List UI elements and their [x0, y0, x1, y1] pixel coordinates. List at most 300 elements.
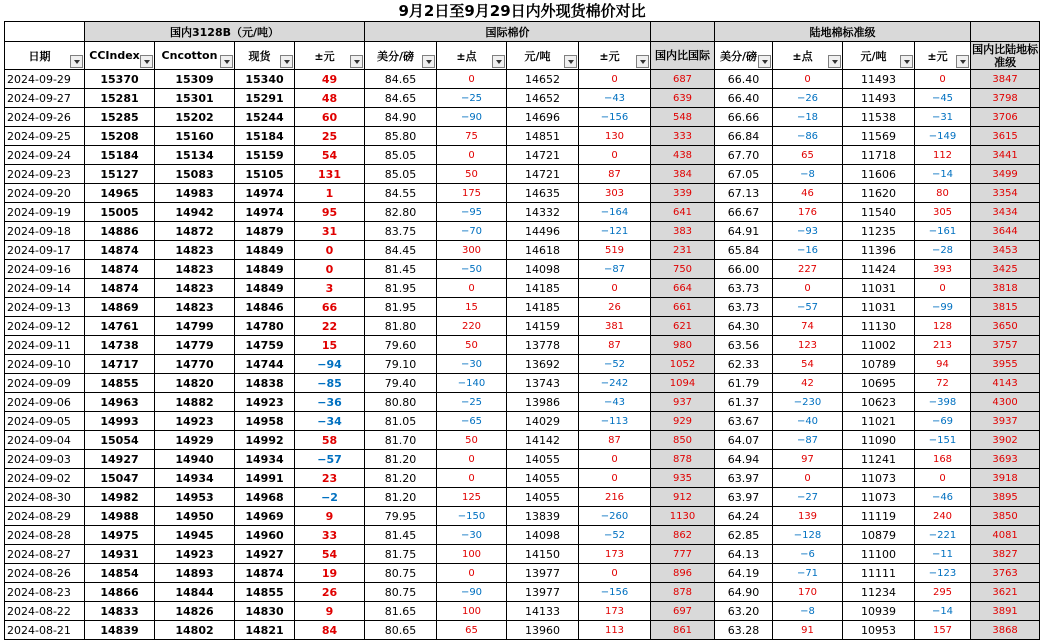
cell-luodi-points[interactable]: −6 [773, 545, 843, 564]
cell-intl-points[interactable]: 220 [437, 317, 507, 336]
cell-luodi-yuan[interactable]: 11031 [843, 298, 915, 317]
cell-luodi-yuan[interactable]: 11606 [843, 165, 915, 184]
cell-luodi-points[interactable]: −86 [773, 127, 843, 146]
cell-luodi-change[interactable]: 0 [915, 70, 971, 89]
cell-luodi-yuan[interactable]: 11021 [843, 412, 915, 431]
cell-ratio-intl[interactable]: 687 [651, 70, 715, 89]
cell-luodi-cents[interactable]: 63.97 [715, 469, 773, 488]
cell-ratio-intl[interactable]: 980 [651, 336, 715, 355]
cell-spot-change[interactable]: 84 [295, 621, 365, 640]
cell-luodi-cents[interactable]: 64.24 [715, 507, 773, 526]
cell-spot[interactable]: 14838 [235, 374, 295, 393]
cell-ratio-luodi[interactable]: 3891 [971, 602, 1040, 621]
cell-luodi-change[interactable]: −11 [915, 545, 971, 564]
cell-intl-yuan[interactable]: 13839 [507, 507, 579, 526]
cell-luodi-points[interactable]: −16 [773, 241, 843, 260]
cell-intl-yuan[interactable]: 14618 [507, 241, 579, 260]
cell-luodi-change[interactable]: −99 [915, 298, 971, 317]
cell-date[interactable]: 2024-09-19 [5, 203, 85, 222]
cell-intl-cents[interactable]: 81.80 [365, 317, 437, 336]
cell-ccindex[interactable]: 15005 [85, 203, 155, 222]
cell-intl-points[interactable]: 100 [437, 545, 507, 564]
cell-ratio-luodi[interactable]: 3693 [971, 450, 1040, 469]
cell-luodi-yuan[interactable]: 11073 [843, 488, 915, 507]
cell-cncotton[interactable]: 14923 [155, 412, 235, 431]
cell-ratio-luodi[interactable]: 3757 [971, 336, 1040, 355]
cell-intl-yuan[interactable]: 13986 [507, 393, 579, 412]
cell-cncotton[interactable]: 14953 [155, 488, 235, 507]
cell-luodi-change[interactable]: −45 [915, 89, 971, 108]
cell-spot-change[interactable]: 48 [295, 89, 365, 108]
cell-luodi-cents[interactable]: 67.05 [715, 165, 773, 184]
cell-spot-change[interactable]: 9 [295, 602, 365, 621]
cell-intl-change[interactable]: 87 [579, 165, 651, 184]
cell-luodi-change[interactable]: 240 [915, 507, 971, 526]
cell-ratio-intl[interactable]: 896 [651, 564, 715, 583]
cell-luodi-change[interactable]: 393 [915, 260, 971, 279]
cell-spot-change[interactable]: 95 [295, 203, 365, 222]
cell-ccindex[interactable]: 14866 [85, 583, 155, 602]
cell-intl-points[interactable]: 0 [437, 469, 507, 488]
cell-luodi-points[interactable]: 65 [773, 146, 843, 165]
cell-ratio-intl[interactable]: 1130 [651, 507, 715, 526]
cell-ccindex[interactable]: 14982 [85, 488, 155, 507]
cell-intl-cents[interactable]: 81.20 [365, 488, 437, 507]
cell-intl-change[interactable]: −43 [579, 393, 651, 412]
cell-cncotton[interactable]: 14940 [155, 450, 235, 469]
cell-luodi-points[interactable]: 139 [773, 507, 843, 526]
cell-intl-change[interactable]: −242 [579, 374, 651, 393]
cell-ratio-intl[interactable]: 1052 [651, 355, 715, 374]
cell-intl-points[interactable]: −50 [437, 260, 507, 279]
cell-ratio-luodi[interactable]: 3763 [971, 564, 1040, 583]
cell-luodi-yuan[interactable]: 11538 [843, 108, 915, 127]
filter-dropdown-icon[interactable] [280, 55, 293, 68]
cell-spot[interactable]: 14744 [235, 355, 295, 374]
cell-cncotton[interactable]: 14983 [155, 184, 235, 203]
cell-intl-yuan[interactable]: 13692 [507, 355, 579, 374]
cell-cncotton[interactable]: 14799 [155, 317, 235, 336]
cell-ratio-luodi[interactable]: 3499 [971, 165, 1040, 184]
cell-intl-points[interactable]: −90 [437, 583, 507, 602]
cell-luodi-points[interactable]: 0 [773, 279, 843, 298]
cell-ccindex[interactable]: 15370 [85, 70, 155, 89]
cell-spot[interactable]: 14968 [235, 488, 295, 507]
cell-luodi-yuan[interactable]: 11100 [843, 545, 915, 564]
cell-spot[interactable]: 14855 [235, 583, 295, 602]
filter-dropdown-icon[interactable] [758, 55, 771, 68]
cell-ratio-luodi[interactable]: 3798 [971, 89, 1040, 108]
cell-spot[interactable]: 14780 [235, 317, 295, 336]
cell-luodi-yuan[interactable]: 10695 [843, 374, 915, 393]
cell-cncotton[interactable]: 14779 [155, 336, 235, 355]
cell-intl-points[interactable]: −25 [437, 393, 507, 412]
cell-intl-cents[interactable]: 79.10 [365, 355, 437, 374]
cell-intl-change[interactable]: 381 [579, 317, 651, 336]
cell-ccindex[interactable]: 15285 [85, 108, 155, 127]
cell-spot[interactable]: 14991 [235, 469, 295, 488]
cell-intl-points[interactable]: −30 [437, 355, 507, 374]
cell-spot[interactable]: 14821 [235, 621, 295, 640]
cell-spot-change[interactable]: 54 [295, 146, 365, 165]
filter-dropdown-icon[interactable] [70, 55, 83, 68]
cell-luodi-cents[interactable]: 63.20 [715, 602, 773, 621]
cell-ratio-luodi[interactable]: 3644 [971, 222, 1040, 241]
cell-ratio-luodi[interactable]: 3650 [971, 317, 1040, 336]
cell-cncotton[interactable]: 14945 [155, 526, 235, 545]
cell-luodi-yuan[interactable]: 11111 [843, 564, 915, 583]
cell-ratio-intl[interactable]: 661 [651, 298, 715, 317]
filter-dropdown-icon[interactable] [636, 55, 649, 68]
cell-ccindex[interactable]: 14839 [85, 621, 155, 640]
cell-luodi-cents[interactable]: 61.79 [715, 374, 773, 393]
cell-ratio-intl[interactable]: 664 [651, 279, 715, 298]
cell-luodi-yuan[interactable]: 11493 [843, 70, 915, 89]
cell-intl-yuan[interactable]: 14721 [507, 146, 579, 165]
cell-luodi-points[interactable]: 176 [773, 203, 843, 222]
cell-intl-change[interactable]: −121 [579, 222, 651, 241]
cell-ratio-luodi[interactable]: 4143 [971, 374, 1040, 393]
cell-ccindex[interactable]: 15208 [85, 127, 155, 146]
cell-luodi-change[interactable]: 0 [915, 279, 971, 298]
cell-intl-points[interactable]: −25 [437, 89, 507, 108]
cell-intl-points[interactable]: 0 [437, 70, 507, 89]
cell-intl-points[interactable]: −150 [437, 507, 507, 526]
cell-intl-points[interactable]: 50 [437, 336, 507, 355]
cell-date[interactable]: 2024-09-06 [5, 393, 85, 412]
cell-intl-cents[interactable]: 81.45 [365, 260, 437, 279]
cell-luodi-change[interactable]: −46 [915, 488, 971, 507]
cell-luodi-change[interactable]: 72 [915, 374, 971, 393]
cell-ccindex[interactable]: 15127 [85, 165, 155, 184]
cell-ratio-luodi[interactable]: 3434 [971, 203, 1040, 222]
cell-intl-change[interactable]: 87 [579, 336, 651, 355]
cell-spot-change[interactable]: 15 [295, 336, 365, 355]
cell-intl-cents[interactable]: 81.20 [365, 469, 437, 488]
cell-ratio-intl[interactable]: 1094 [651, 374, 715, 393]
cell-intl-change[interactable]: −43 [579, 89, 651, 108]
cell-intl-change[interactable]: 0 [579, 146, 651, 165]
filter-dropdown-icon[interactable] [564, 55, 577, 68]
cell-spot[interactable]: 14879 [235, 222, 295, 241]
cell-intl-yuan[interactable]: 14098 [507, 260, 579, 279]
cell-intl-change[interactable]: 303 [579, 184, 651, 203]
cell-luodi-points[interactable]: −128 [773, 526, 843, 545]
cell-ratio-luodi[interactable]: 3850 [971, 507, 1040, 526]
cell-cncotton[interactable]: 15309 [155, 70, 235, 89]
cell-intl-points[interactable]: 15 [437, 298, 507, 317]
cell-spot-change[interactable]: 0 [295, 260, 365, 279]
cell-ratio-luodi[interactable]: 3441 [971, 146, 1040, 165]
cell-cncotton[interactable]: 14929 [155, 431, 235, 450]
cell-intl-points[interactable]: 50 [437, 165, 507, 184]
cell-date[interactable]: 2024-09-26 [5, 108, 85, 127]
cell-intl-cents[interactable]: 81.65 [365, 602, 437, 621]
cell-intl-points[interactable]: 75 [437, 127, 507, 146]
cell-luodi-cents[interactable]: 64.30 [715, 317, 773, 336]
cell-intl-cents[interactable]: 84.65 [365, 89, 437, 108]
cell-luodi-change[interactable]: 128 [915, 317, 971, 336]
cell-spot-change[interactable]: −94 [295, 355, 365, 374]
cell-ccindex[interactable]: 14988 [85, 507, 155, 526]
cell-ccindex[interactable]: 15184 [85, 146, 155, 165]
cell-ccindex[interactable]: 14931 [85, 545, 155, 564]
cell-intl-change[interactable]: 130 [579, 127, 651, 146]
cell-date[interactable]: 2024-08-21 [5, 621, 85, 640]
cell-luodi-points[interactable]: 123 [773, 336, 843, 355]
cell-cncotton[interactable]: 14882 [155, 393, 235, 412]
cell-intl-change[interactable]: −156 [579, 108, 651, 127]
cell-intl-change[interactable]: 216 [579, 488, 651, 507]
cell-ratio-luodi[interactable]: 3847 [971, 70, 1040, 89]
cell-luodi-yuan[interactable]: 11718 [843, 146, 915, 165]
cell-intl-yuan[interactable]: 14055 [507, 488, 579, 507]
cell-ccindex[interactable]: 14874 [85, 279, 155, 298]
cell-cncotton[interactable]: 14823 [155, 260, 235, 279]
cell-spot[interactable]: 15159 [235, 146, 295, 165]
cell-luodi-points[interactable]: −18 [773, 108, 843, 127]
cell-spot-change[interactable]: −36 [295, 393, 365, 412]
cell-ratio-intl[interactable]: 861 [651, 621, 715, 640]
cell-ccindex[interactable]: 14874 [85, 241, 155, 260]
cell-date[interactable]: 2024-09-20 [5, 184, 85, 203]
cell-ccindex[interactable]: 14963 [85, 393, 155, 412]
cell-intl-cents[interactable]: 81.70 [365, 431, 437, 450]
cell-date[interactable]: 2024-08-28 [5, 526, 85, 545]
cell-ratio-intl[interactable]: 639 [651, 89, 715, 108]
cell-spot[interactable]: 14969 [235, 507, 295, 526]
cell-intl-yuan[interactable]: 13977 [507, 564, 579, 583]
cell-ratio-luodi[interactable]: 3453 [971, 241, 1040, 260]
cell-date[interactable]: 2024-09-03 [5, 450, 85, 469]
cell-intl-cents[interactable]: 84.55 [365, 184, 437, 203]
cell-luodi-cents[interactable]: 67.70 [715, 146, 773, 165]
cell-luodi-change[interactable]: −149 [915, 127, 971, 146]
cell-spot[interactable]: 14846 [235, 298, 295, 317]
cell-intl-yuan[interactable]: 14055 [507, 469, 579, 488]
cell-ratio-intl[interactable]: 339 [651, 184, 715, 203]
cell-intl-yuan[interactable]: 14098 [507, 526, 579, 545]
cell-intl-change[interactable]: 173 [579, 602, 651, 621]
cell-intl-points[interactable]: −30 [437, 526, 507, 545]
cell-spot-change[interactable]: 26 [295, 583, 365, 602]
cell-ratio-intl[interactable]: 935 [651, 469, 715, 488]
cell-luodi-yuan[interactable]: 10789 [843, 355, 915, 374]
cell-date[interactable]: 2024-08-27 [5, 545, 85, 564]
cell-luodi-cents[interactable]: 67.13 [715, 184, 773, 203]
cell-intl-points[interactable]: 50 [437, 431, 507, 450]
cell-cncotton[interactable]: 14844 [155, 583, 235, 602]
cell-ratio-luodi[interactable]: 3615 [971, 127, 1040, 146]
cell-cncotton[interactable]: 14802 [155, 621, 235, 640]
cell-intl-change[interactable]: 0 [579, 564, 651, 583]
cell-luodi-yuan[interactable]: 11241 [843, 450, 915, 469]
cell-luodi-points[interactable]: 0 [773, 469, 843, 488]
cell-ratio-luodi[interactable]: 3706 [971, 108, 1040, 127]
filter-dropdown-icon[interactable] [220, 55, 233, 68]
cell-spot[interactable]: 14923 [235, 393, 295, 412]
cell-luodi-change[interactable]: 213 [915, 336, 971, 355]
cell-ratio-intl[interactable]: 438 [651, 146, 715, 165]
cell-cncotton[interactable]: 14823 [155, 298, 235, 317]
cell-ratio-luodi[interactable]: 3621 [971, 583, 1040, 602]
cell-intl-change[interactable]: 26 [579, 298, 651, 317]
cell-ratio-luodi[interactable]: 4081 [971, 526, 1040, 545]
cell-ratio-luodi[interactable]: 3868 [971, 621, 1040, 640]
cell-intl-points[interactable]: −95 [437, 203, 507, 222]
cell-intl-yuan[interactable]: 14721 [507, 165, 579, 184]
cell-intl-points[interactable]: 100 [437, 602, 507, 621]
cell-intl-points[interactable]: 0 [437, 450, 507, 469]
cell-ratio-luodi[interactable]: 3827 [971, 545, 1040, 564]
cell-ratio-intl[interactable]: 937 [651, 393, 715, 412]
cell-spot[interactable]: 14849 [235, 241, 295, 260]
cell-ratio-luodi[interactable]: 3354 [971, 184, 1040, 203]
cell-spot[interactable]: 14958 [235, 412, 295, 431]
cell-intl-change[interactable]: 0 [579, 469, 651, 488]
cell-luodi-change[interactable]: −221 [915, 526, 971, 545]
cell-ratio-luodi[interactable]: 3902 [971, 431, 1040, 450]
cell-luodi-cents[interactable]: 66.00 [715, 260, 773, 279]
cell-intl-points[interactable]: 300 [437, 241, 507, 260]
cell-ratio-luodi[interactable]: 3815 [971, 298, 1040, 317]
cell-intl-cents[interactable]: 81.45 [365, 526, 437, 545]
cell-luodi-points[interactable]: −71 [773, 564, 843, 583]
cell-cncotton[interactable]: 14826 [155, 602, 235, 621]
cell-spot-change[interactable]: 25 [295, 127, 365, 146]
cell-luodi-points[interactable]: −93 [773, 222, 843, 241]
cell-intl-cents[interactable]: 79.60 [365, 336, 437, 355]
cell-ratio-intl[interactable]: 641 [651, 203, 715, 222]
cell-intl-points[interactable]: −70 [437, 222, 507, 241]
cell-ratio-intl[interactable]: 912 [651, 488, 715, 507]
cell-date[interactable]: 2024-08-29 [5, 507, 85, 526]
cell-luodi-points[interactable]: 227 [773, 260, 843, 279]
cell-spot-change[interactable]: 19 [295, 564, 365, 583]
cell-luodi-points[interactable]: −8 [773, 602, 843, 621]
filter-dropdown-icon[interactable] [828, 55, 841, 68]
cell-intl-change[interactable]: 87 [579, 431, 651, 450]
cell-intl-change[interactable]: −113 [579, 412, 651, 431]
cell-date[interactable]: 2024-09-16 [5, 260, 85, 279]
cell-luodi-points[interactable]: −230 [773, 393, 843, 412]
cell-date[interactable]: 2024-08-30 [5, 488, 85, 507]
cell-date[interactable]: 2024-09-11 [5, 336, 85, 355]
cell-luodi-cents[interactable]: 64.13 [715, 545, 773, 564]
cell-luodi-change[interactable]: −31 [915, 108, 971, 127]
cell-luodi-points[interactable]: −27 [773, 488, 843, 507]
cell-spot-change[interactable]: 1 [295, 184, 365, 203]
cell-ratio-intl[interactable]: 333 [651, 127, 715, 146]
cell-intl-change[interactable]: −156 [579, 583, 651, 602]
filter-dropdown-icon[interactable] [956, 55, 969, 68]
cell-date[interactable]: 2024-09-04 [5, 431, 85, 450]
cell-intl-yuan[interactable]: 14696 [507, 108, 579, 127]
cell-intl-cents[interactable]: 80.65 [365, 621, 437, 640]
cell-ccindex[interactable]: 15281 [85, 89, 155, 108]
cell-spot-change[interactable]: −2 [295, 488, 365, 507]
cell-intl-yuan[interactable]: 14029 [507, 412, 579, 431]
cell-spot-change[interactable]: 31 [295, 222, 365, 241]
cell-ccindex[interactable]: 14975 [85, 526, 155, 545]
cell-intl-change[interactable]: −164 [579, 203, 651, 222]
cell-date[interactable]: 2024-09-23 [5, 165, 85, 184]
cell-intl-cents[interactable]: 79.95 [365, 507, 437, 526]
cell-intl-change[interactable]: 519 [579, 241, 651, 260]
cell-intl-cents[interactable]: 79.40 [365, 374, 437, 393]
cell-luodi-points[interactable]: −26 [773, 89, 843, 108]
cell-luodi-cents[interactable]: 63.73 [715, 279, 773, 298]
cell-intl-change[interactable]: 0 [579, 279, 651, 298]
cell-spot-change[interactable]: 60 [295, 108, 365, 127]
cell-luodi-cents[interactable]: 66.67 [715, 203, 773, 222]
cell-ccindex[interactable]: 14738 [85, 336, 155, 355]
cell-luodi-change[interactable]: 0 [915, 469, 971, 488]
cell-spot-change[interactable]: 66 [295, 298, 365, 317]
cell-intl-points[interactable]: −90 [437, 108, 507, 127]
cell-intl-yuan[interactable]: 14185 [507, 298, 579, 317]
cell-luodi-cents[interactable]: 63.97 [715, 488, 773, 507]
cell-luodi-cents[interactable]: 66.84 [715, 127, 773, 146]
cell-cncotton[interactable]: 14950 [155, 507, 235, 526]
cell-date[interactable]: 2024-09-24 [5, 146, 85, 165]
cell-luodi-yuan[interactable]: 11396 [843, 241, 915, 260]
cell-spot[interactable]: 15244 [235, 108, 295, 127]
cell-intl-yuan[interactable]: 14635 [507, 184, 579, 203]
cell-intl-cents[interactable]: 81.95 [365, 298, 437, 317]
cell-intl-yuan[interactable]: 14185 [507, 279, 579, 298]
cell-spot[interactable]: 14927 [235, 545, 295, 564]
cell-date[interactable]: 2024-09-18 [5, 222, 85, 241]
filter-dropdown-icon[interactable] [900, 55, 913, 68]
cell-spot-change[interactable]: 22 [295, 317, 365, 336]
cell-luodi-change[interactable]: −28 [915, 241, 971, 260]
cell-luodi-points[interactable]: −87 [773, 431, 843, 450]
cell-luodi-points[interactable]: 42 [773, 374, 843, 393]
cell-intl-yuan[interactable]: 14652 [507, 70, 579, 89]
cell-ratio-luodi[interactable]: 3937 [971, 412, 1040, 431]
cell-luodi-change[interactable]: −69 [915, 412, 971, 431]
cell-spot-change[interactable]: 0 [295, 241, 365, 260]
cell-luodi-cents[interactable]: 66.66 [715, 108, 773, 127]
cell-spot-change[interactable]: 33 [295, 526, 365, 545]
cell-intl-cents[interactable]: 82.80 [365, 203, 437, 222]
cell-luodi-cents[interactable]: 66.40 [715, 70, 773, 89]
cell-intl-change[interactable]: −52 [579, 355, 651, 374]
cell-date[interactable]: 2024-08-26 [5, 564, 85, 583]
cell-intl-yuan[interactable]: 14055 [507, 450, 579, 469]
cell-date[interactable]: 2024-09-12 [5, 317, 85, 336]
cell-luodi-change[interactable]: 80 [915, 184, 971, 203]
cell-spot-change[interactable]: 58 [295, 431, 365, 450]
cell-luodi-change[interactable]: 168 [915, 450, 971, 469]
cell-luodi-yuan[interactable]: 11090 [843, 431, 915, 450]
cell-ccindex[interactable]: 14717 [85, 355, 155, 374]
cell-ratio-intl[interactable]: 231 [651, 241, 715, 260]
cell-spot[interactable]: 14974 [235, 203, 295, 222]
cell-date[interactable]: 2024-09-29 [5, 70, 85, 89]
cell-luodi-points[interactable]: −8 [773, 165, 843, 184]
cell-ratio-intl[interactable]: 621 [651, 317, 715, 336]
cell-intl-cents[interactable]: 80.75 [365, 564, 437, 583]
cell-luodi-cents[interactable]: 63.73 [715, 298, 773, 317]
cell-intl-yuan[interactable]: 13977 [507, 583, 579, 602]
cell-intl-points[interactable]: 0 [437, 146, 507, 165]
cell-ccindex[interactable]: 14854 [85, 564, 155, 583]
cell-intl-points[interactable]: −140 [437, 374, 507, 393]
cell-ccindex[interactable]: 15054 [85, 431, 155, 450]
cell-ratio-intl[interactable]: 862 [651, 526, 715, 545]
